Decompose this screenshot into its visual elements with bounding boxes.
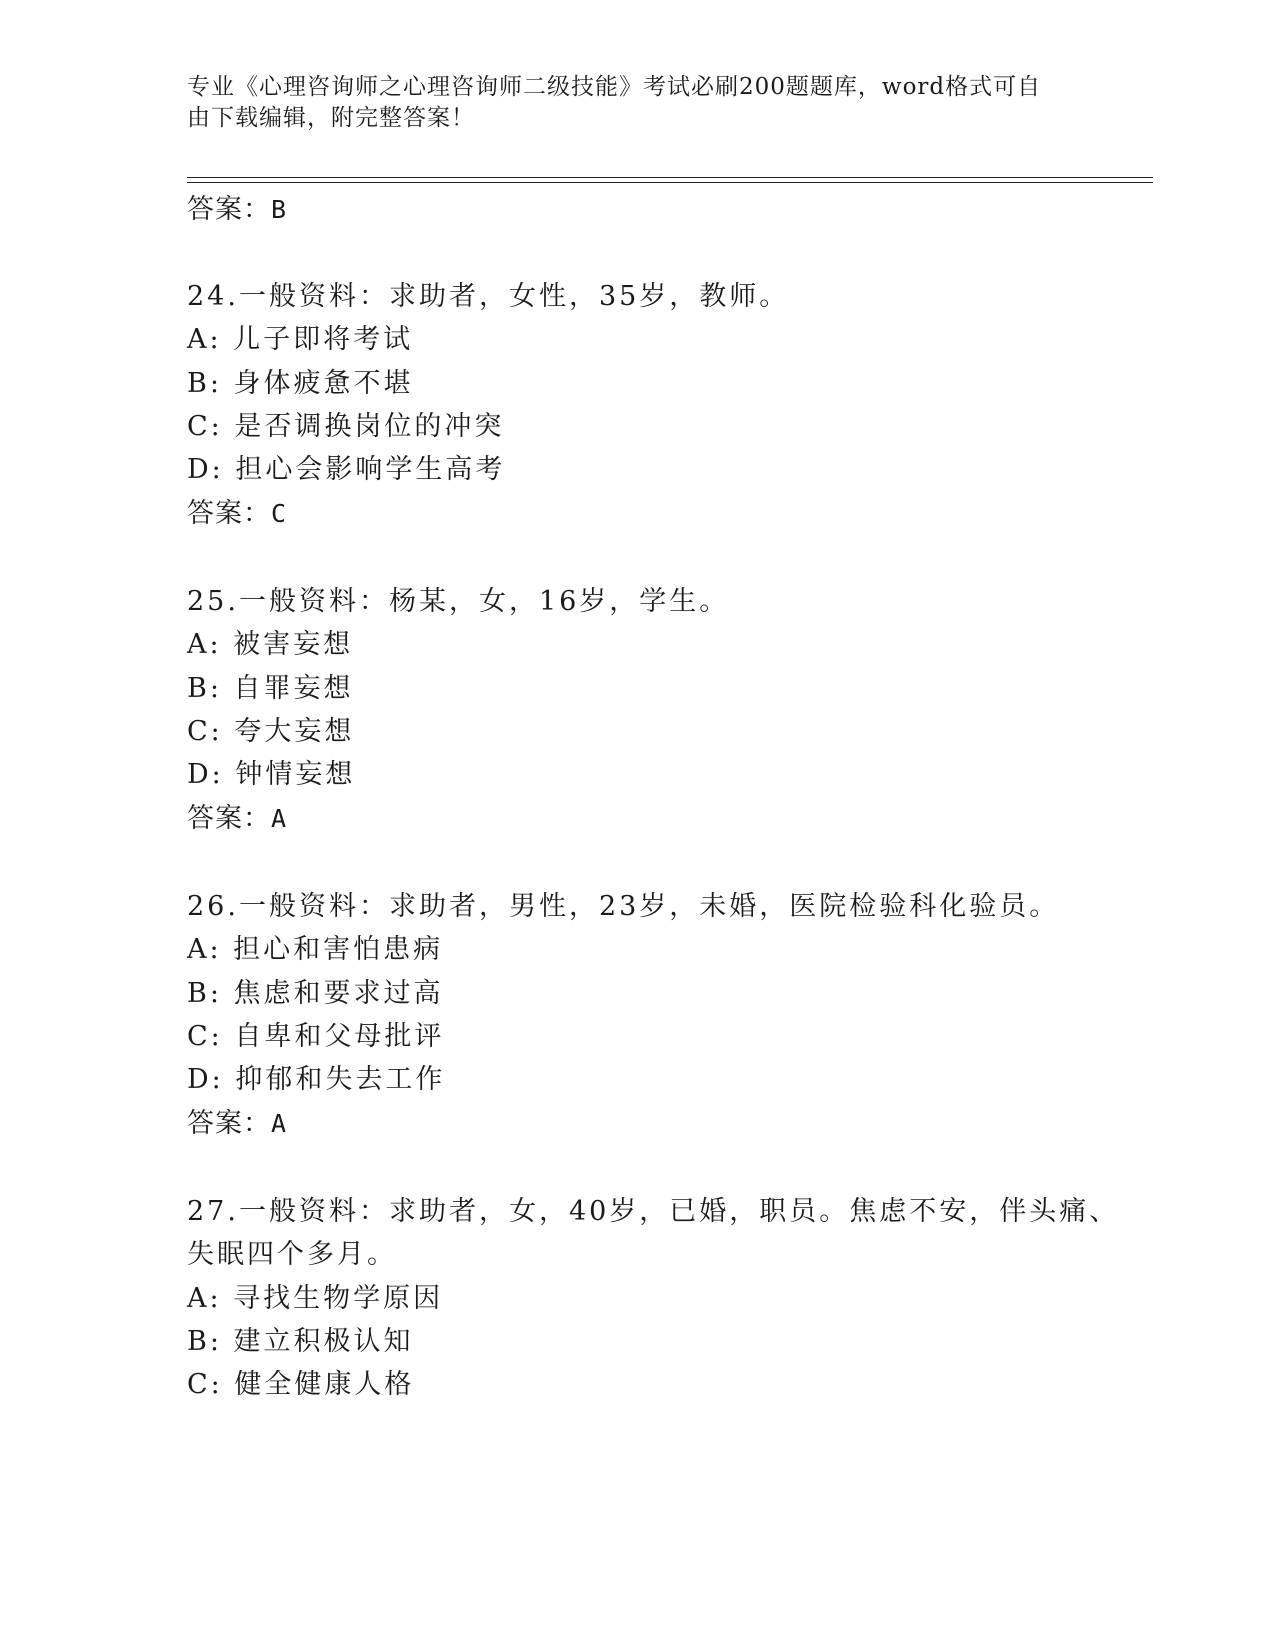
option-b: B: 焦虑和要求过高	[187, 978, 444, 1009]
answer-value: A	[271, 1109, 288, 1138]
answer-label: 答案：	[187, 803, 271, 834]
option-a: A: 被害妄想	[187, 629, 354, 660]
option-d: D: 抑郁和失去工作	[187, 1064, 446, 1095]
option-c: C: 夸大妄想	[187, 716, 355, 747]
question-stem: 27.一般资料：求助者，女，40岁，已婚，职员。焦虑不安，伴头痛、	[187, 1196, 1120, 1227]
answer-label: 答案：	[187, 194, 271, 225]
answer-line	[187, 796, 287, 835]
header-line-2: 由下载编辑，附完整答案！	[187, 105, 475, 131]
answer-label: 答案：	[187, 1108, 271, 1139]
option-a: A: 担心和害怕患病	[187, 934, 444, 965]
option-d: D: 钟情妄想	[187, 759, 356, 790]
answer-line	[187, 1101, 287, 1140]
answer-value: A	[271, 804, 288, 833]
answer-label: 答案：	[187, 498, 271, 529]
option-b: B: 自罪妄想	[187, 673, 354, 704]
document-header	[187, 72, 1067, 134]
option-b: B: 身体疲惫不堪	[187, 368, 414, 399]
option-d: D: 担心会影响学生高考	[187, 454, 506, 485]
header-line-1: 专业《心理咨询师之心理咨询师二级技能》考试必刷200题题库，word格式可自	[187, 74, 1042, 100]
option-c: C: 健全健康人格	[187, 1369, 415, 1400]
header-divider-bottom	[187, 182, 1153, 183]
answer-value: B	[271, 195, 288, 224]
answer-line	[187, 491, 287, 530]
answer-line	[187, 187, 287, 226]
option-c: C: 是否调换岗位的冲突	[187, 411, 505, 442]
option-a: A: 儿子即将考试	[187, 324, 414, 355]
question-stem: 26.一般资料：求助者，男性，23岁，未婚，医院检验科化验员。	[187, 891, 1060, 922]
option-a: A: 寻找生物学原因	[187, 1283, 444, 1314]
option-b: B: 建立积极认知	[187, 1326, 414, 1357]
question-stem: 24.一般资料：求助者，女性，35岁，教师。	[187, 281, 790, 312]
question-stem-continued: 失眠四个多月。	[187, 1239, 397, 1270]
header-divider-top	[187, 177, 1153, 178]
option-c: C: 自卑和父母批评	[187, 1021, 445, 1052]
answer-value: C	[271, 499, 288, 528]
question-stem: 25.一般资料：杨某，女，16岁，学生。	[187, 586, 730, 617]
